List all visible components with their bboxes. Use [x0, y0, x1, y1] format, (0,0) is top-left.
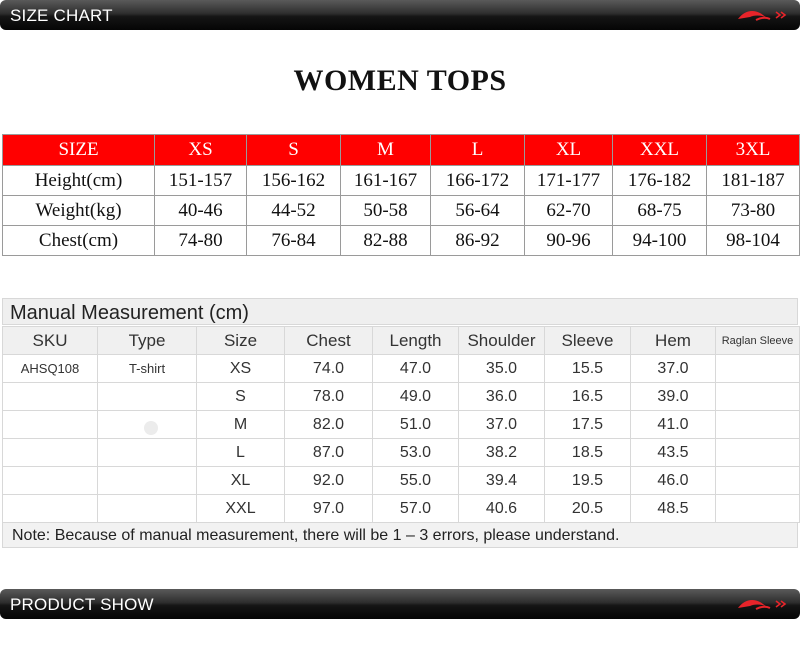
table-cell: 35.0 — [459, 355, 545, 383]
table-cell: 39.0 — [631, 383, 716, 411]
decorative-dot — [144, 421, 158, 435]
column-header: Sleeve — [545, 327, 631, 355]
product-show-heading: PRODUCT SHOW — [10, 595, 154, 614]
table-row — [3, 383, 800, 411]
type-cell — [98, 383, 197, 411]
table-cell: 55.0 — [373, 467, 459, 495]
table-cell: 161-167 — [341, 166, 431, 196]
column-header: Shoulder — [459, 327, 545, 355]
table-cell: 166-172 — [431, 166, 525, 196]
table-cell: 171-177 — [525, 166, 613, 196]
table-cell: 76-84 — [247, 226, 341, 256]
table-cell: 87.0 — [285, 439, 373, 467]
table-cell: 82-88 — [341, 226, 431, 256]
column-header: Type — [98, 327, 197, 355]
column-header: Raglan Sleeve — [716, 327, 800, 355]
manual-header-row — [3, 327, 800, 355]
row-label: Weight(kg) — [3, 196, 155, 226]
column-header: SKU — [3, 327, 98, 355]
row-label: Chest(cm) — [3, 226, 155, 256]
table-cell: 97.0 — [285, 495, 373, 523]
table-cell: 49.0 — [373, 383, 459, 411]
table-cell — [716, 495, 800, 523]
table-cell: 53.0 — [373, 439, 459, 467]
manual-measurement-title: Manual Measurement (cm) — [10, 302, 249, 324]
table-row — [3, 226, 800, 256]
sku-cell — [3, 467, 98, 495]
sku-cell — [3, 383, 98, 411]
table-cell — [716, 383, 800, 411]
table-cell: XXL — [197, 495, 285, 523]
table-cell: 37.0 — [631, 355, 716, 383]
table-cell: 86-92 — [431, 226, 525, 256]
sku-cell — [3, 495, 98, 523]
manual-measurement-table — [2, 326, 800, 523]
table-cell: 15.5 — [545, 355, 631, 383]
table-cell: 37.0 — [459, 411, 545, 439]
column-header: Chest — [285, 327, 373, 355]
table-cell: 181-187 — [707, 166, 800, 196]
type-cell — [98, 467, 197, 495]
table-row — [3, 495, 800, 523]
table-cell: M — [197, 411, 285, 439]
table-cell: 68-75 — [613, 196, 707, 226]
table-cell: 46.0 — [631, 467, 716, 495]
table-cell: 50-58 — [341, 196, 431, 226]
table-cell: 74.0 — [285, 355, 373, 383]
table-cell: XL — [197, 467, 285, 495]
table-cell: 90-96 — [525, 226, 613, 256]
table-cell: 17.5 — [545, 411, 631, 439]
table-cell: 16.5 — [545, 383, 631, 411]
column-header: Hem — [631, 327, 716, 355]
size-header-cell: XS — [155, 135, 247, 166]
table-cell: 156-162 — [247, 166, 341, 196]
size-chart-table — [2, 134, 800, 256]
size-chart-header-bar — [0, 0, 800, 30]
type-cell: T-shirt — [98, 355, 197, 383]
size-chart-header-row — [3, 135, 800, 166]
sku-cell — [3, 439, 98, 467]
table-row — [3, 411, 800, 439]
measurement-note-bar — [2, 522, 798, 548]
column-header: Length — [373, 327, 459, 355]
table-cell: S — [197, 383, 285, 411]
size-header-cell: XL — [525, 135, 613, 166]
table-cell: 48.5 — [631, 495, 716, 523]
table-cell: 151-157 — [155, 166, 247, 196]
table-cell: 41.0 — [631, 411, 716, 439]
table-row — [3, 467, 800, 495]
table-row — [3, 355, 800, 383]
table-cell: 44-52 — [247, 196, 341, 226]
table-cell: 18.5 — [545, 439, 631, 467]
table-cell: 19.5 — [545, 467, 631, 495]
size-chart-heading: SIZE CHART — [10, 6, 113, 25]
table-cell: 39.4 — [459, 467, 545, 495]
brand-logo-icon — [736, 596, 790, 612]
table-cell — [716, 439, 800, 467]
table-cell: XS — [197, 355, 285, 383]
column-header: Size — [197, 327, 285, 355]
table-cell: 57.0 — [373, 495, 459, 523]
table-cell: 51.0 — [373, 411, 459, 439]
brand-logo-icon — [736, 7, 790, 23]
table-row — [3, 166, 800, 196]
table-cell: 62-70 — [525, 196, 613, 226]
table-cell: 94-100 — [613, 226, 707, 256]
sku-cell: AHSQ108 — [3, 355, 98, 383]
measurement-note: Note: Because of manual measurement, there will be 1 – 3 errors, please understand. — [12, 527, 620, 544]
size-header-cell: M — [341, 135, 431, 166]
table-cell: 38.2 — [459, 439, 545, 467]
table-cell: 56-64 — [431, 196, 525, 226]
table-cell: 78.0 — [285, 383, 373, 411]
table-cell: 92.0 — [285, 467, 373, 495]
sku-cell — [3, 411, 98, 439]
table-cell: 176-182 — [613, 166, 707, 196]
table-cell: L — [197, 439, 285, 467]
table-cell: 47.0 — [373, 355, 459, 383]
table-row — [3, 439, 800, 467]
size-header-cell: SIZE — [3, 135, 155, 166]
table-cell: 40.6 — [459, 495, 545, 523]
size-header-cell: XXL — [613, 135, 707, 166]
table-cell: 43.5 — [631, 439, 716, 467]
manual-measurement-title-bar — [2, 298, 798, 325]
row-label: Height(cm) — [3, 166, 155, 196]
size-header-cell: S — [247, 135, 341, 166]
table-cell — [716, 411, 800, 439]
table-row — [3, 196, 800, 226]
table-cell: 20.5 — [545, 495, 631, 523]
table-cell: 73-80 — [707, 196, 800, 226]
table-cell: 40-46 — [155, 196, 247, 226]
page-title: WOMEN TOPS — [293, 64, 507, 97]
size-header-cell: L — [431, 135, 525, 166]
size-header-cell: 3XL — [707, 135, 800, 166]
product-show-header-bar — [0, 589, 800, 619]
table-cell: 82.0 — [285, 411, 373, 439]
table-cell — [716, 467, 800, 495]
table-cell: 74-80 — [155, 226, 247, 256]
type-cell — [98, 439, 197, 467]
table-cell: 98-104 — [707, 226, 800, 256]
type-cell — [98, 495, 197, 523]
table-cell — [716, 355, 800, 383]
table-cell: 36.0 — [459, 383, 545, 411]
